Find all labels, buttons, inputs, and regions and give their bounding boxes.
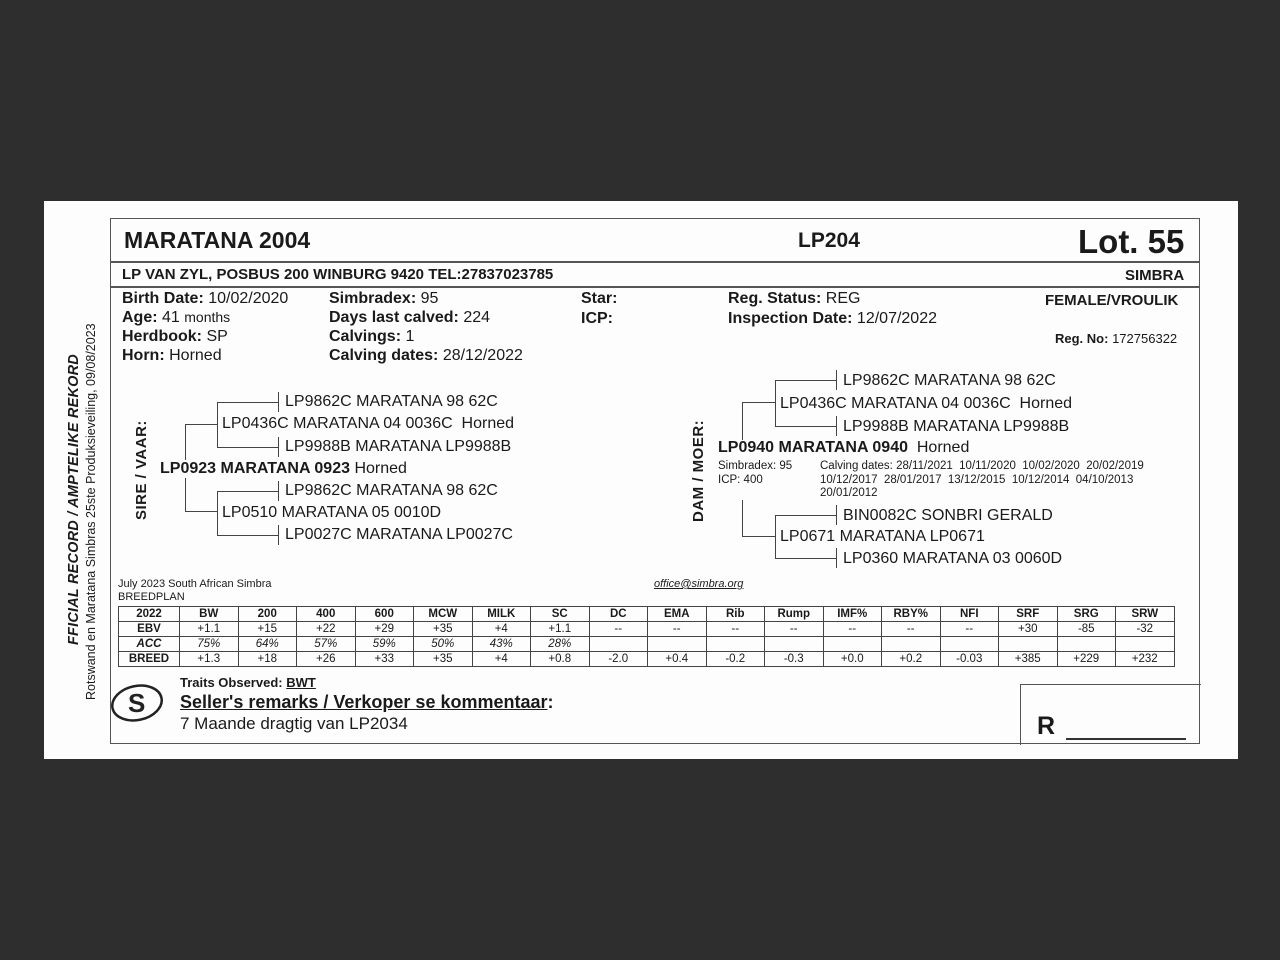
simbra-logo-icon bbox=[110, 683, 164, 723]
breedplan-label: BREEDPLAN bbox=[118, 591, 185, 603]
sire-dam-dam: LP0027C MARATANA LP0027C bbox=[285, 526, 513, 543]
traits-observed: Traits Observed: BWT bbox=[180, 675, 316, 690]
seller-remarks: 7 Maande dragtig van LP2034 bbox=[180, 714, 408, 733]
simbradex: Simbradex: 95 bbox=[329, 290, 439, 307]
dam-simbradex: Simbradex: 95 bbox=[718, 460, 793, 472]
calvings: Calvings: 1 bbox=[329, 328, 415, 345]
sire-sire: LP0436C MARATANA 04 0036C Horned bbox=[222, 415, 515, 432]
breedplan-source: July 2023 South African Simbra bbox=[118, 578, 272, 590]
lot-number: Lot. 55 bbox=[1078, 223, 1185, 260]
dam-dam-sire: BIN0082C SONBRI GERALD bbox=[843, 507, 1053, 524]
reg-status: Reg. Status: REG bbox=[728, 290, 861, 307]
price-label: R bbox=[1037, 712, 1056, 740]
days-last-calved: Days last calved: 224 bbox=[329, 309, 491, 326]
breed-name: SIMBRA bbox=[1125, 267, 1185, 284]
dam-calving-dates-1: Calving dates: 28/11/2021 10/11/2020 10/02/2020 20/02/2019 bbox=[820, 460, 1144, 472]
sale-title: Rotswand en Maratana Simbras 25ste Produksieveiling, 09/08/2023 bbox=[84, 323, 98, 700]
dam-dam-dam: LP0360 MARATANA 03 0060D bbox=[843, 550, 1063, 567]
simbra-email[interactable]: office@simbra.org bbox=[654, 578, 744, 590]
svg-text:S: S bbox=[128, 688, 146, 718]
sire-sire-sire: LP9862C MARATANA 98 62C bbox=[285, 393, 498, 410]
table-row-breed: BREED +1.3 +18 +26 +33 +35 +4 +0.8 -2.0 +0.4 -0.2 -0.3 +0.0 +0.2 -0.03 +385 +229 +232 bbox=[119, 652, 1175, 667]
inspection-date: Inspection Date: 12/07/2022 bbox=[728, 310, 937, 327]
dam-sire-dam: LP9988B MARATANA LP9988B bbox=[843, 418, 1070, 435]
sire-label: SIRE / VAAR: bbox=[133, 420, 150, 520]
sire-dam: LP0510 MARATANA 05 0010D bbox=[222, 504, 442, 521]
sex: FEMALE/VROULIK bbox=[1045, 292, 1179, 309]
icp-label: ICP: bbox=[581, 310, 613, 327]
age: Age: 41 months bbox=[122, 309, 231, 326]
owner-divider bbox=[111, 286, 1199, 288]
seller-remarks-label: Seller's remarks / Verkoper se kommentaar: bbox=[180, 692, 554, 712]
sire-sire-dam: LP9988B MARATANA LP9988B bbox=[285, 438, 512, 455]
dam-name: LP0940 MARATANA 0940 Horned bbox=[718, 439, 970, 456]
dam-calving-dates-3: 20/01/2012 bbox=[820, 487, 878, 499]
official-record-label: FFICIAL RECORD / AMPTELIKE REKORD bbox=[66, 354, 82, 645]
table-header-row: 2022 BW 200 400 600 MCW MILK SC DC EMA Rib Rump IMF% RBY% NFI SRF SRG SRW bbox=[119, 607, 1175, 622]
animal-name: MARATANA 2004 bbox=[124, 227, 311, 253]
herdbook: Herdbook: SP bbox=[122, 328, 228, 345]
table-row-ebv: EBV +1.1 +15 +22 +29 +35 +4 +1.1 -- -- -- -- -- -- -- +30 -85 -32 bbox=[119, 622, 1175, 637]
header-divider bbox=[111, 261, 1199, 263]
dam-dam: LP0671 MARATANA LP0671 bbox=[780, 528, 985, 545]
dam-label: DAM / MOER: bbox=[690, 419, 707, 522]
dam-calving-dates-2: 10/12/2017 28/01/2017 13/12/2015 10/12/2014 04/10/2013 bbox=[820, 474, 1134, 486]
sire-name: LP0923 MARATANA 0923 Horned bbox=[160, 460, 407, 477]
star-label: Star: bbox=[581, 290, 618, 307]
birth-date: Birth Date: 10/02/2020 bbox=[122, 290, 289, 307]
dam-sire-sire: LP9862C MARATANA 98 62C bbox=[843, 372, 1056, 389]
horn: Horn: Horned bbox=[122, 347, 222, 364]
registration-number: Reg. No: 172756322 bbox=[1055, 331, 1178, 346]
breedplan-table bbox=[118, 606, 1175, 667]
dam-icp: ICP: 400 bbox=[718, 474, 763, 486]
animal-id: LP204 bbox=[798, 229, 860, 252]
dam-sire: LP0436C MARATANA 04 0036C Horned bbox=[780, 395, 1073, 412]
calving-dates: Calving dates: 28/12/2022 bbox=[329, 347, 523, 364]
price-input-line[interactable] bbox=[1066, 738, 1186, 740]
sire-dam-sire: LP9862C MARATANA 98 62C bbox=[285, 482, 498, 499]
owner-details: LP VAN ZYL, POSBUS 200 WINBURG 9420 TEL:27837023785 bbox=[122, 266, 554, 283]
table-row-acc: ACC 75% 64% 57% 59% 50% 43% 28% bbox=[119, 637, 1175, 652]
